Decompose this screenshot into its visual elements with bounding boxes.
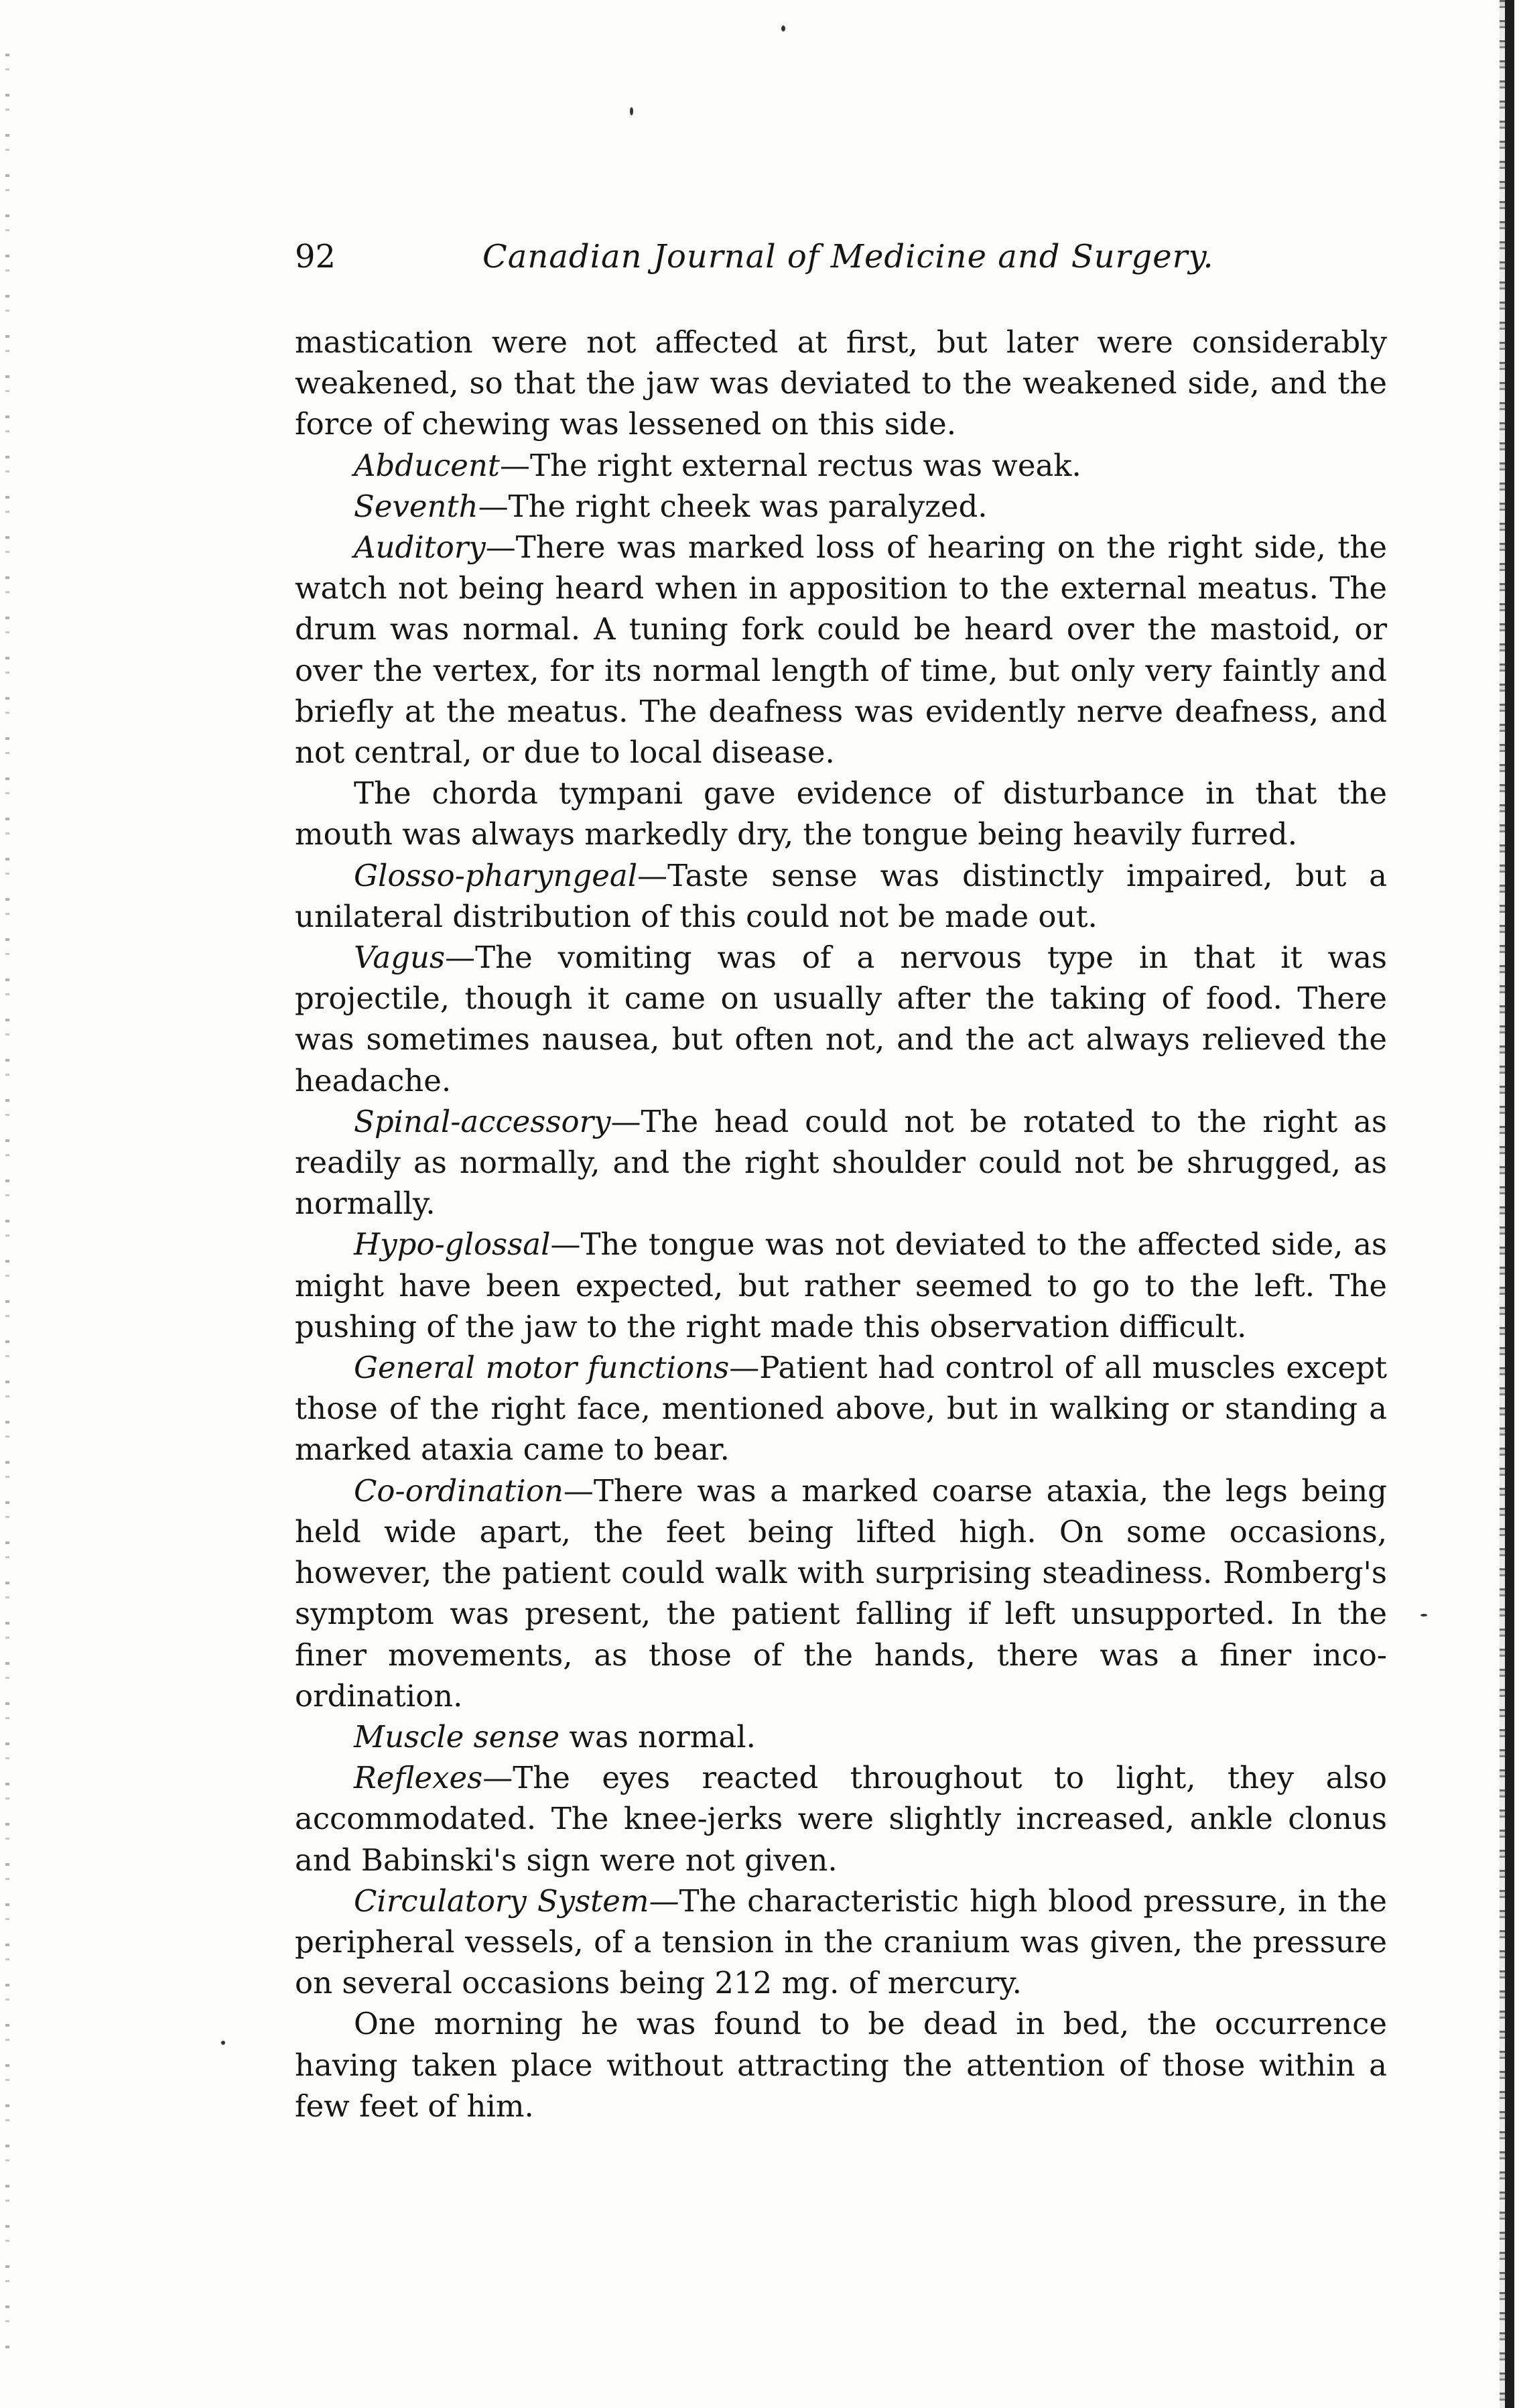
- page-number: 92: [295, 238, 336, 275]
- section-lead: Spinal-accessory: [354, 1103, 611, 1139]
- scan-edge-left: [5, 54, 9, 2359]
- paragraph-vagus: Vagus—The vomiting was of a nervous type in that it was projectile, though it came on usually after the taking of food. There was sometimes nausea, but often not, and the act always relieved the headache.: [295, 940, 1387, 1098]
- section-lead: Glosso-pharyngeal: [354, 857, 638, 893]
- dust-speck: [630, 107, 633, 115]
- section-lead: Seventh: [354, 488, 478, 524]
- running-header: [295, 238, 1380, 292]
- paragraph-abducent: Abducent—The right external rectus was weak.: [354, 447, 1081, 483]
- paragraph-spinal-accessory: Spinal-accessory—The head could not be rotated to the right as readily as normally, and the right shoulder could not be shrugged, as normally.: [295, 1103, 1387, 1222]
- paragraph-hypo-glossal: Hypo-glossal—The tongue was not deviated to the affected side, as might have been expected, but rather seemed to go to the left. The pushing of the jaw to the right made this observation difficult.: [295, 1226, 1387, 1344]
- dust-speck: [1421, 1614, 1427, 1617]
- paragraph-circulatory: Circulatory System—The characteristic high blood pressure, in the peripheral vessels, of a tension in the cranium was given, the pressure on several occasions being 212 mg. of mercury.: [295, 1883, 1387, 2001]
- section-lead: General motor functions: [354, 1350, 730, 1386]
- paragraph-conclusion: One morning he was found to be dead in bed, the occurrence having taken place without attracting the attention of those within a few feet of him.: [295, 2006, 1387, 2124]
- section-lead: Co-ordination: [354, 1472, 564, 1509]
- section-lead: Muscle sense: [354, 1718, 560, 1755]
- paragraph-general-motor: General motor functions—Patient had control of all muscles except those of the right face, mentioned above, but in walking or standing a marked ataxia came to bear.: [295, 1350, 1387, 1468]
- paragraph-seventh: Seventh—The right cheek was paralyzed.: [354, 488, 988, 524]
- paragraph-reflexes: Reflexes—The eyes reacted throughout to light, they also accommodated. The knee-jerks were slightly increased, ankle clonus and Babinski's sign were not given.: [295, 1760, 1387, 1878]
- paragraph-auditory: Auditory—There was marked loss of hearing on the right side, the watch not being heard when in apposition to the external meatus. The drum was normal. A tuning fork could be heard over the mastoid, or over the vertex, for its normal length of time, but only very faintly and briefly at the meatus. The deafness was evidently nerve deafness, and not central, or due to local disease.: [295, 529, 1387, 771]
- paragraph-glosso-pharyngeal: Glosso-pharyngeal—Taste sense was distinctly impaired, but a unilateral distribution of this could not be made out.: [295, 857, 1387, 934]
- section-lead: Hypo-glossal: [354, 1226, 551, 1263]
- body-text: [295, 322, 1387, 2127]
- paragraph-co-ordination: Co-ordination—There was a marked coarse ataxia, the legs being held wide apart, the feet being lifted high. On some occasions, however, the patient could walk with surprising steadiness. Romberg's symptom was present, the patient falling if left unsupported. In the finer movements, as those of the hands, there was a finer inco-ordination.: [295, 1472, 1387, 1714]
- section-lead: Reflexes: [354, 1760, 483, 1796]
- paragraph-muscle-sense: Muscle sense was normal.: [354, 1718, 756, 1755]
- scan-edge-right-inner: [1500, 0, 1505, 2408]
- journal-title: Canadian Journal of Medicine and Surgery.: [482, 238, 1214, 275]
- section-lead: Auditory: [354, 529, 486, 566]
- dust-speck: [221, 2041, 225, 2045]
- section-lead: Abducent: [354, 447, 500, 483]
- dust-speck: [781, 25, 785, 31]
- paragraph-mastication: mastication were not affected at first, but later were considerably weakened, so that the jaw was deviated to the weakened side, and the force of chewing was lessened on this side.: [295, 324, 1387, 442]
- section-lead: Vagus: [354, 940, 446, 976]
- paragraph-chorda-tympani: The chorda tympani gave evidence of disturbance in that the mouth was always markedly dry, the tongue being heavily furred.: [295, 775, 1387, 852]
- scan-edge-right: [1505, 0, 1514, 2408]
- section-lead: Circulatory System: [354, 1883, 649, 1919]
